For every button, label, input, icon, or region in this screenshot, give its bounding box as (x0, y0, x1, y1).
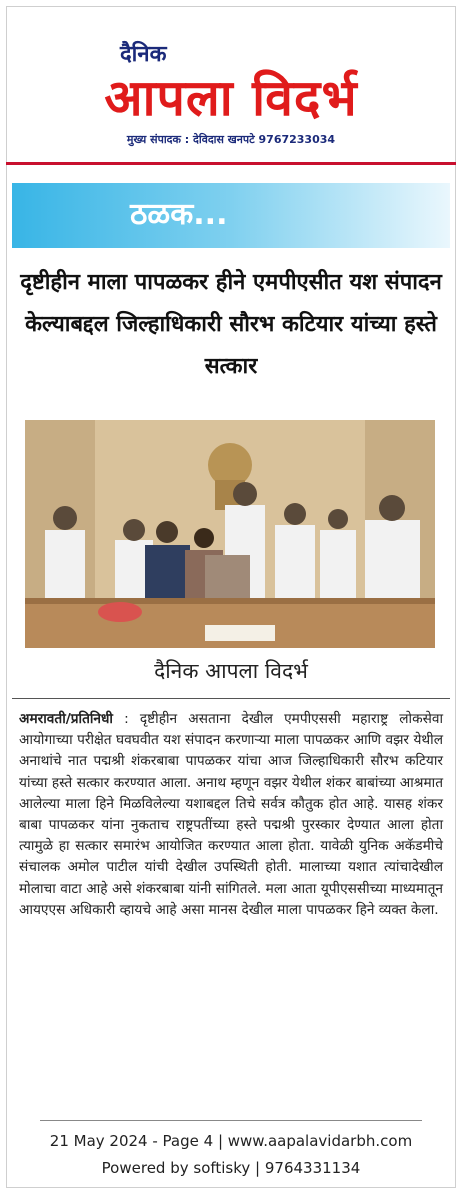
footer-date-page: 21 May 2024 - Page 4 | www.aapalavidarbh.com (49, 1132, 413, 1150)
masthead-divider (6, 162, 456, 165)
section-banner (12, 183, 450, 248)
footer-divider (40, 1120, 422, 1121)
masthead-prefix: दैनिक (120, 42, 167, 67)
article-dateline: अमरावती/प्रतिनिधी (19, 711, 113, 727)
article-text: : दृष्टीहीन असताना देखील एमपीएससी महाराष्ट्र लोकसेवा आयोगाच्या परीक्षेत घवघवीत यश संपादन करणाऱ्या माला पापळकर आणि वझर येथील अनाथांचे नात पद्मश्री शंकरबाबा पापळकर यांचा आज जिल्हाधिकारी सौरभ कटियार यांच्या हस्ते सत्कार करण्यात आला. अनाथ म्हणून वझर येथील शंकर बाबांच्या आश्रमात आलेल्या माला हिने मिळविलेल्या यशाबद्दल तिचे सर्वत्र कौतुक होत आहे. यासह शंकर बाबा पापळकर यांना नुकताच राष्ट्रपतींच्या हस्ते पद्मश्री पुरस्कार देण्यात आला होता त्यामुळे हा सत्कार समारंभ आयोजित करण्यात आला होता. यावेळी युनिक अकॅडमीचे संचालक अमोल पाटील यांची देखील उपस्थिती होती. मालाच्या यशात त्यांचादेखील मोलाचा वाटा आहे असे शंकरबाबा यांनी सांगितले. मला आता यूपीएससीच्या माध्यमातून आयएएस अधिकारी व्हायचे आहे असा मानस देखील माला पापळकर हिने व्यक्त केला. (19, 711, 443, 918)
banner-label: ठळक... (130, 197, 228, 232)
footer-credits: Powered by softisky | 9764331134 (101, 1159, 361, 1177)
article-photo (25, 420, 435, 648)
article-body (19, 709, 443, 921)
photo-caption: दैनिक आपला विदर्भ (154, 659, 308, 683)
masthead (0, 40, 462, 160)
caption-divider (12, 698, 450, 699)
article-headline: दृष्टीहीन माला पापळकर हीने एमपीएसीत यश संपादन केल्याबद्दल जिल्हाधिकारी सौरभ कटियार यांच्या हस्ते सत्कार (20, 270, 442, 379)
photo-image (25, 420, 435, 648)
editor-line: मुख्य संपादक : देविदास खनपटे 9767233034 (126, 133, 336, 146)
masthead-title: आपला विदर्भ (104, 69, 358, 127)
